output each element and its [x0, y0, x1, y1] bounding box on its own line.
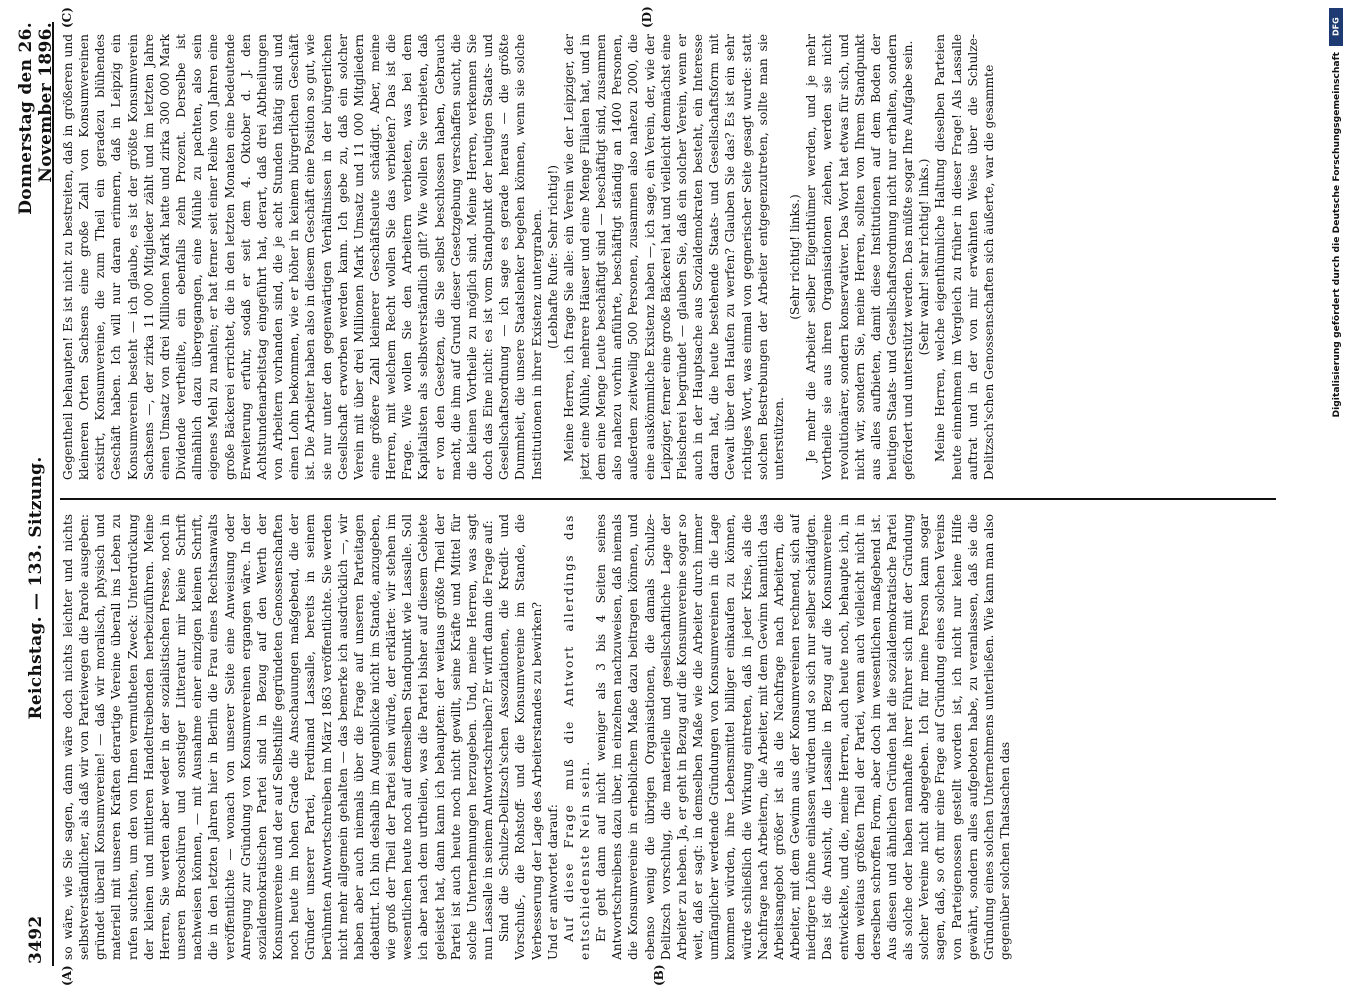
margin-marker-c: (C) — [60, 7, 74, 28]
paragraph: Und er antwortet darauf: — [545, 804, 560, 960]
dfg-logo: DFG — [1329, 8, 1343, 46]
paragraph: Gegentheil behaupten! Es ist nicht zu bestreiten, daß in größeren und kleineren Orten Sachsens eine große Zahl von Konsumvereinen existirt, Konsumvereine, die zum Theil ein geradezu blühendes Geschäft haben. Ich will nur daran erinnern, daß in Leipzig ein Konsumverein besteht — ich glaube, es ist der größte Konsumverein Sachsens —, der zirka 11 000 Mitglieder zählt und im letzten Jahre einen Umsatz von drei Millionen Mark hatte und zirka 300 000 Mark Dividende vertheilte, ein ebenfalls zehn Prozent. Derselbe ist allmählich dazu übergegangen, eine Mühle zu pachten, also sein eigenes Mehl zu mahlen; er hat ferner seit einer Reihe von Jahren eine große Bäckerei errichtet, die in den letzten Monaten eine bedeutende Erweiterung erfuhr, sodaß er seit dem 4. Oktober d. J. den Achtstundenarbeitstag eingeführt hat, derart, daß drei Abtheilungen von Arbeitern vorhanden sind, die je acht Stunden thätig sind und einen Lohn bekommen, wie er höher in keinem bürgerlichen Geschäft ist. Die Arbeiter haben also in diesem Geschäft eine Position so gut, wie sie nur unter den gegenwärtigen Verhältnissen in der bürgerlichen Gesellschaft erworben werden kann. Ich gebe zu, daß ein solcher Verein mit über drei Millionen Mark Umsatz und 11 000 Mitgliedern eine größere Zahl kleinerer Geschäftsleute schädigt. Aber, meine Herren, mit welchem Recht wollen Sie das verbieten? Das ist die Frage. Wie wollen Sie den Arbeitern verbieten, was bei dem Kapitalisten als selbstverständlich gilt? Wie wollen Sie verbieten, daß er von den Gesetzen, die Sie selbst beschlossen haben, Gebrauch macht, die ihm auf Grund dieser Gesetzgebung verschaffen sucht, die die kleinen Vortheile zu möglich sind. Meine Herren, verkennen Sie doch das Eine nicht: es ist vom Standpunkt der heutigen Staats- und Gesellschaftsordnung — ich sage es gerade heraus — die größte Dummheit, die unsere Staatslenker begehen können, wenn sie solche Institutionen in ihrer Existenz untergraben. — [61, 34, 544, 480]
page-header — [16, 22, 56, 964]
column-divider — [60, 498, 1276, 500]
right-column — [60, 34, 1282, 480]
reaction-note: (Sehr richtig! links.) — [788, 194, 803, 320]
digitization-credit — [1325, 0, 1347, 1000]
answer-paragraph: Auf diese Frage muß die Antwort allerdings das entschiedenste Nein sein. — [561, 514, 592, 960]
reaction-note: (Lebhafte Rufe: Sehr richtig!) — [545, 165, 560, 349]
reaction-note: (Sehr wahr! sehr richtig! links.) — [917, 158, 932, 356]
header-rule — [52, 22, 54, 966]
session-title: Reichstag. — 133. Sitzung. — [26, 456, 46, 720]
left-column — [60, 514, 1282, 960]
margin-marker-b: (B) — [652, 964, 666, 986]
margin-marker-d: (D) — [640, 6, 654, 28]
quote-paragraph: Sind die Schulze-Delitzsch'schen Assoziationen, die Kredit- und Vorschuß-, die Rohstoff- und die Konsumvereine im Stande, die Verbesserung der Lage des Arbeiterstandes zu bewirken? — [497, 514, 544, 960]
paragraph: Je mehr die Arbeiter selber Eigenthümer werden, und je mehr Vortheile sie aus ihren Organisationen ziehen, werden sie nicht revolutionärer, sondern konservativer. Das Wort hat etwas für sich, und nicht wir, sondern Sie, meine Herren, sollten von Ihrem Standpunkt aus alles aufbieten, damit diese Institutionen auf dem Boden der heutigen Staats- und Gesellschaftsordnung nicht nur erhalten, sondern gefördert und unterstützt werden. Das müßte sogar Ihre Aufgabe sein. — [804, 34, 916, 480]
session-date: Donnerstag den 26. November 1896. — [16, 22, 56, 215]
credit-text: Digitalisierung gefördert durch die Deutsche Forschungsgemeinschaft — [1330, 52, 1342, 418]
paragraph: Meine Herren, welche eigenthümliche Haltung dieselben Parteien heute einnehmen im Vergleich zu früher in dieser Frage! Als Lassalle auftrat und in der von mir erwähnten Weise über die Schulze-Delitzsch'schen Genossenschaften sich äußerte, war die gesammte — [933, 34, 996, 480]
paragraph: so wäre, wie Sie sagen, dann wäre doch nichts leichter und nichts selbstverständlicher, als daß wir von Parteiwegen die Parole ausgeben: gründet überall Konsumvereine! — daß wir moralisch, physisch und materiell mit unseren Kräften derartige Vereine überall ins Leben zu rufen suchten, um den von Ihnen vermutheten Zweck: Unterdrückung der kleinen und mittleren Handeltreibenden herbeizuführen. Meine Herren, Sie werden aber weder in der sozialistischen Presse, noch in unseren Broschüren und sonstiger Litteratur mir keine Schrift nachweisen können, — mit Ausnahme einer einzigen kleinen Schrift, die in den letzten Jahren hier in Berlin die Frau eines Rechtsanwalts veröffentlichte — wonach von unserer Seite eine Anweisung oder Anregung zur Gründung von Konsumvereinen ergangen wäre. In der sozialdemokratischen Partei sind in Bezug auf den Werth der Konsumvereine und der auf Selbsthilfe gegründeten Genossenschaften noch heute im hohen Grade die Anschauungen maßgebend, die der Gründer unserer Partei, Ferdinand Lassalle, bereits in seinem berühmten Antwortschreiben im März 1863 veröffentlichte. Sie werden nicht mehr allgemein gehalten — das bemerke ich ausdrücklich —, wir haben aber auch niemals über die Frage auf unseren Parteitagen debattirt. Ich bin deshalb im Augenblicke nicht im Stande, anzugeben, wie groß der Theil der Partei sein würde, der erklärte: wir stehen im wesentlichen heute noch auf demselben Standpunkt wie Lassalle. Soll ich aber nach dem urtheilen, was die Partei bisher auf diesem Gebiete geleistet hat, dann kann ich behaupten: der weitaus größte Theil der Partei ist auch heute noch nicht gewillt, seine Kräfte und Mittel für solche Unternehmungen herzugeben. Und, meine Herren, was sagt nun Lassalle in seinem Antwortschreiben? Er wirft dann die Frage auf: — [61, 514, 496, 960]
page-number: 3492 — [26, 915, 46, 964]
paragraph: Meine Herren, ich frage Sie alle: ein Verein wie der Leipziger, der jetzt eine Mühle, mehrere Häuser und eine Menge Filialen hat, und in dem eine Menge Leute beschäftigt sind — beschäftigt sind, zusammen also nahezu vorhin anführte, beschäftigt ständig an 1400 Personen, außerdem zeitweilig 500 Personen, zusammen also nahezu 2000, die eine auskömmliche Existenz haben —, ich sage, ein Verein, der, wie der Leipziger, ferner eine große Bäckerei hat und vielleicht demnächst eine Fleischerei begründet — glauben Sie, daß ein solcher Verein, wenn er auch in der Hauptsache aus Sozialdemokraten besteht, ein Interesse daran hat, die heute bestehende Staats- und Gesellschaftsform mit Gewalt über den Haufen zu werfen? Glauben Sie das? Es ist ein sehr richtiges Wort, was einmal von gegnerischer Seite gesagt wurde: statt solchen Bestrebungen der Arbeiter entgegenzutreten, sollte man sie unterstützen. — [561, 34, 786, 480]
paragraph: Er geht dann auf nicht weniger als 3 bis 4 Seiten seines Antwortschreibens dazu über, im einzelnen nachzuweisen, daß niemals die Konsumvereine in erheblichem Maße dazu beitragen können, und ebenso wenig die übrigen Organisationen, die damals Schulze-Delitzsch vorschlug, die materielle und gesellschaftliche Lage der Arbeiter zu heben. Ja, er geht in Bezug auf die Konsumvereine sogar so weit, daß er sagt: in demselben Maße wie die Arbeiter durch immer umfänglicher werdende Gründungen von Konsumvereinen in die Lage kommen würden, ihre Lebensmittel billiger einkaufen zu können, würde schließlich die Wirkung eintreten, daß in jeder Krise, als die Nachfrage nach Arbeitern, die Arbeiter, mit dem Gewinn kanntlich das Arbeitsangebot größer ist als die Nachfrage nach Arbeitern, die Arbeiter, mit dem Gewinn aus der Konsumvereinen rechnend, sich auf niedrigere Löhne einlassen würden und so sich nur selber schädigten. Das ist die Ansicht, die Lassalle in Bezug auf die Konsumvereine entwickelte, und die, meine Herren, auch heute noch, behaupte ich, in dem weitaus größten Theil der Partei, wenn auch vielleicht nicht in derselben schroffen Form, aber doch im wesentlichen maßgebend ist. Aus diesen und ähnlichen Gründen hat die sozialdemokratische Partei als solche oder haben namhafte ihrer Führer sich mit der Gründung solcher Vereine nicht abgegeben. Ich für meine Person kann sogar sagen, daß, so oft mir eine Frage auf Gründung eines solchen Vereins von Parteigenossen gestellt worden ist, ich nicht nur keine Hilfe gewährt, sondern alles aufgeboten habe, zu veranlassen, daß sie die Gründung eines solchen Unternehmens unterließen. Wie kann man also gegenüber solchen Thatsachen das — [594, 514, 1013, 960]
margin-marker-a: (A) — [60, 965, 74, 986]
